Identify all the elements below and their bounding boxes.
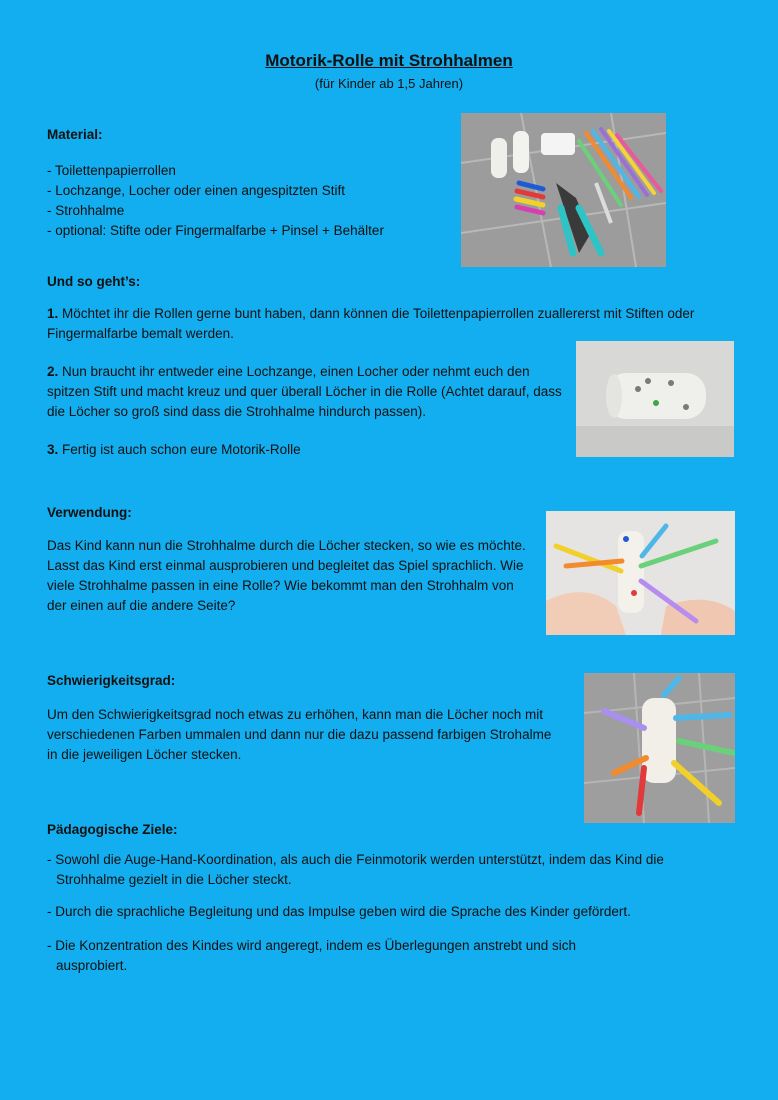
materials-photo [461,113,666,267]
colored-holes-photo [584,673,735,823]
usage-heading: Verwendung: [47,505,132,520]
step-3 [47,440,567,460]
page-subtitle: (für Kinder ab 1,5 Jahren) [314,76,464,91]
usage-text: Das Kind kann nun die Strohhalme durch die Löcher stecken, so wie es möchte. Lasst das Kind erst einmal ausprobieren und begleitet das Spiel sprachlich. Wie viele Strohhalme passen in eine Rolle? Wie bekommt man den Strohhalm von der einen auf die andere Seite? [47,538,526,613]
step-number: 1. [47,306,59,321]
steps-heading: Und so geht’s: [47,274,141,289]
difficulty-heading: Schwierigkeitsgrad: [47,673,176,688]
step-number: 3. [47,442,59,457]
step-number: 2. [47,364,59,379]
goal-item: - Sowohl die Auge-Hand-Koordination, als auch die Feinmotorik werden unterstützt, indem das Kind die Strohhalme gezielt in die Löcher steckt. [47,852,664,887]
step-2 [47,362,575,422]
material-item: - Strohhalme [47,203,125,218]
step-text: Nun braucht ihr entweder eine Lochzange, einen Locher oder nehmt euch den spitzen Stift und macht kreuz und quer überall Löcher in die Rolle (Achtet darauf, dass die Löcher so groß sind dass die Strohhalme hindurch passen). [47,364,562,419]
goal-item: - Durch die sprachliche Begleitung und das Impulse geben wird die Sprache des Kinder gefördert. [47,904,631,919]
roll-photo [576,341,734,457]
goal-item-last [47,936,626,976]
material-item: - Lochzange, Locher oder einen angespitzten Stift [47,183,345,198]
child-hand-photo [546,511,735,635]
page-title: Motorik-Rolle mit Strohhalmen [265,51,513,70]
material-item: - optional: Stifte oder Fingermalfarbe + Pinsel + Behälter [47,223,384,238]
material-heading: Material: [47,127,103,142]
step-text: Fertig ist auch schon eure Motorik-Rolle [58,442,301,457]
step-1 [47,304,737,344]
goals-heading: Pädagogische Ziele: [47,822,178,837]
material-item: - Toilettenpapierrollen [47,163,176,178]
step-text: Möchtet ihr die Rollen gerne bunt haben, dann können die Toilettenpapierrollen zuallererst mit Stiften oder Fingermalfarbe bemalt werden. [47,306,695,341]
material-list [47,161,447,241]
goal-item-text: - Die Konzentration des Kindes wird angeregt, indem es Überlegungen anstrebt und sich ausprobiert. [47,938,577,973]
difficulty-text: Um den Schwierigkeitsgrad noch etwas zu erhöhen, kann man die Löcher noch mit verschiedenen Farben ummalen und dann nur die dazu passend farbigen Strohalme in die jeweiligen Löcher stecken. [47,707,552,762]
